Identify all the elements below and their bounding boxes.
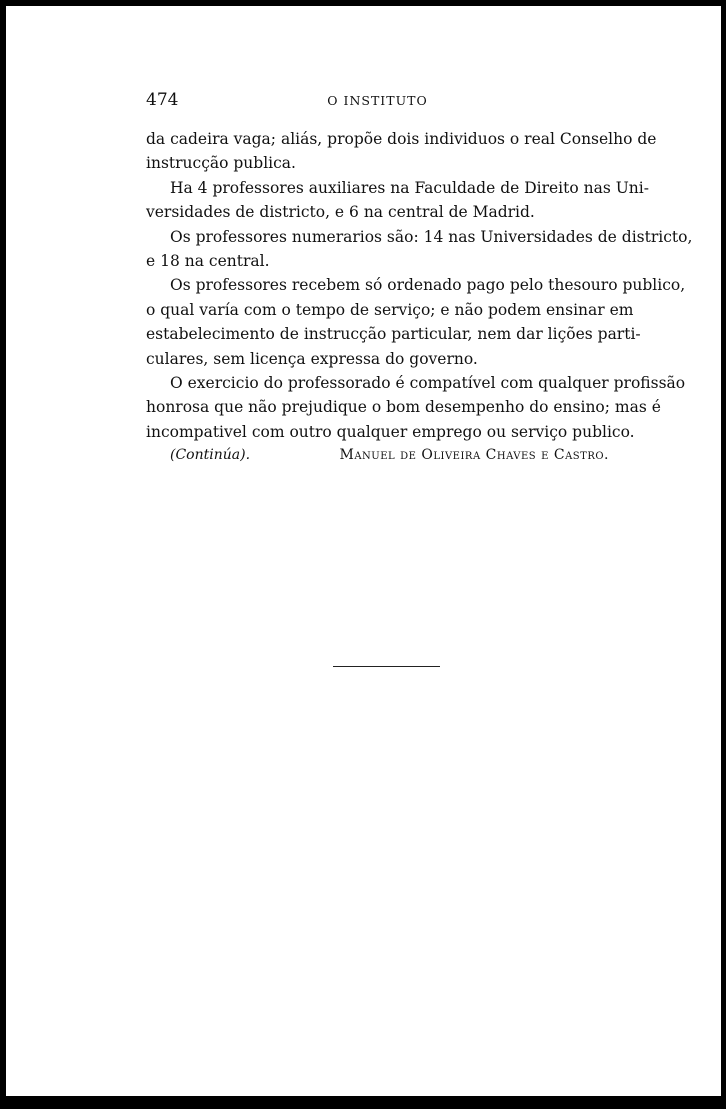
- text-line: O exercicio do professorado é compatível com qualquer profissão: [170, 374, 686, 393]
- text-line: honrosa que não prejudique o bom desempenho do ensino; mas é: [146, 398, 661, 417]
- body-text: [146, 127, 693, 444]
- running-title: O INSTITUTO: [327, 93, 428, 108]
- text-line: incompativel com outro qualquer emprego ou serviço publico.: [146, 422, 635, 441]
- signature-row: [170, 447, 609, 471]
- page-number: 474: [146, 90, 179, 110]
- text-line: culares, sem licença expressa do governo.: [146, 349, 478, 368]
- text-line: e 18 na central.: [146, 252, 270, 271]
- text-line: o qual varía com o tempo de serviço; e não podem ensinar em: [146, 300, 634, 319]
- text-line: estabelecimento de instrucção particular, nem dar lições parti-: [146, 325, 641, 344]
- text-line: Os professores recebem só ordenado pago pelo thesouro publico,: [170, 276, 686, 295]
- text-line: instrucção publica.: [146, 154, 296, 173]
- text-line: Ha 4 professores auxiliares na Faculdade de Direito nas Uni-: [170, 178, 649, 197]
- text-line: versidades de districto, e 6 na central de Madrid.: [146, 203, 535, 222]
- author-signature: Manuel de Oliveira Chaves e Castro.: [339, 447, 609, 463]
- continua-note: (Continúa).: [170, 447, 251, 463]
- text-line: da cadeira vaga; aliás, propõe dois individuos o real Conselho de: [146, 130, 657, 148]
- section-divider: [333, 666, 440, 667]
- running-header: [146, 90, 609, 114]
- text-line: Os professores numerarios são: 14 nas Universidades de districto,: [170, 227, 693, 246]
- document-page: [6, 6, 721, 1096]
